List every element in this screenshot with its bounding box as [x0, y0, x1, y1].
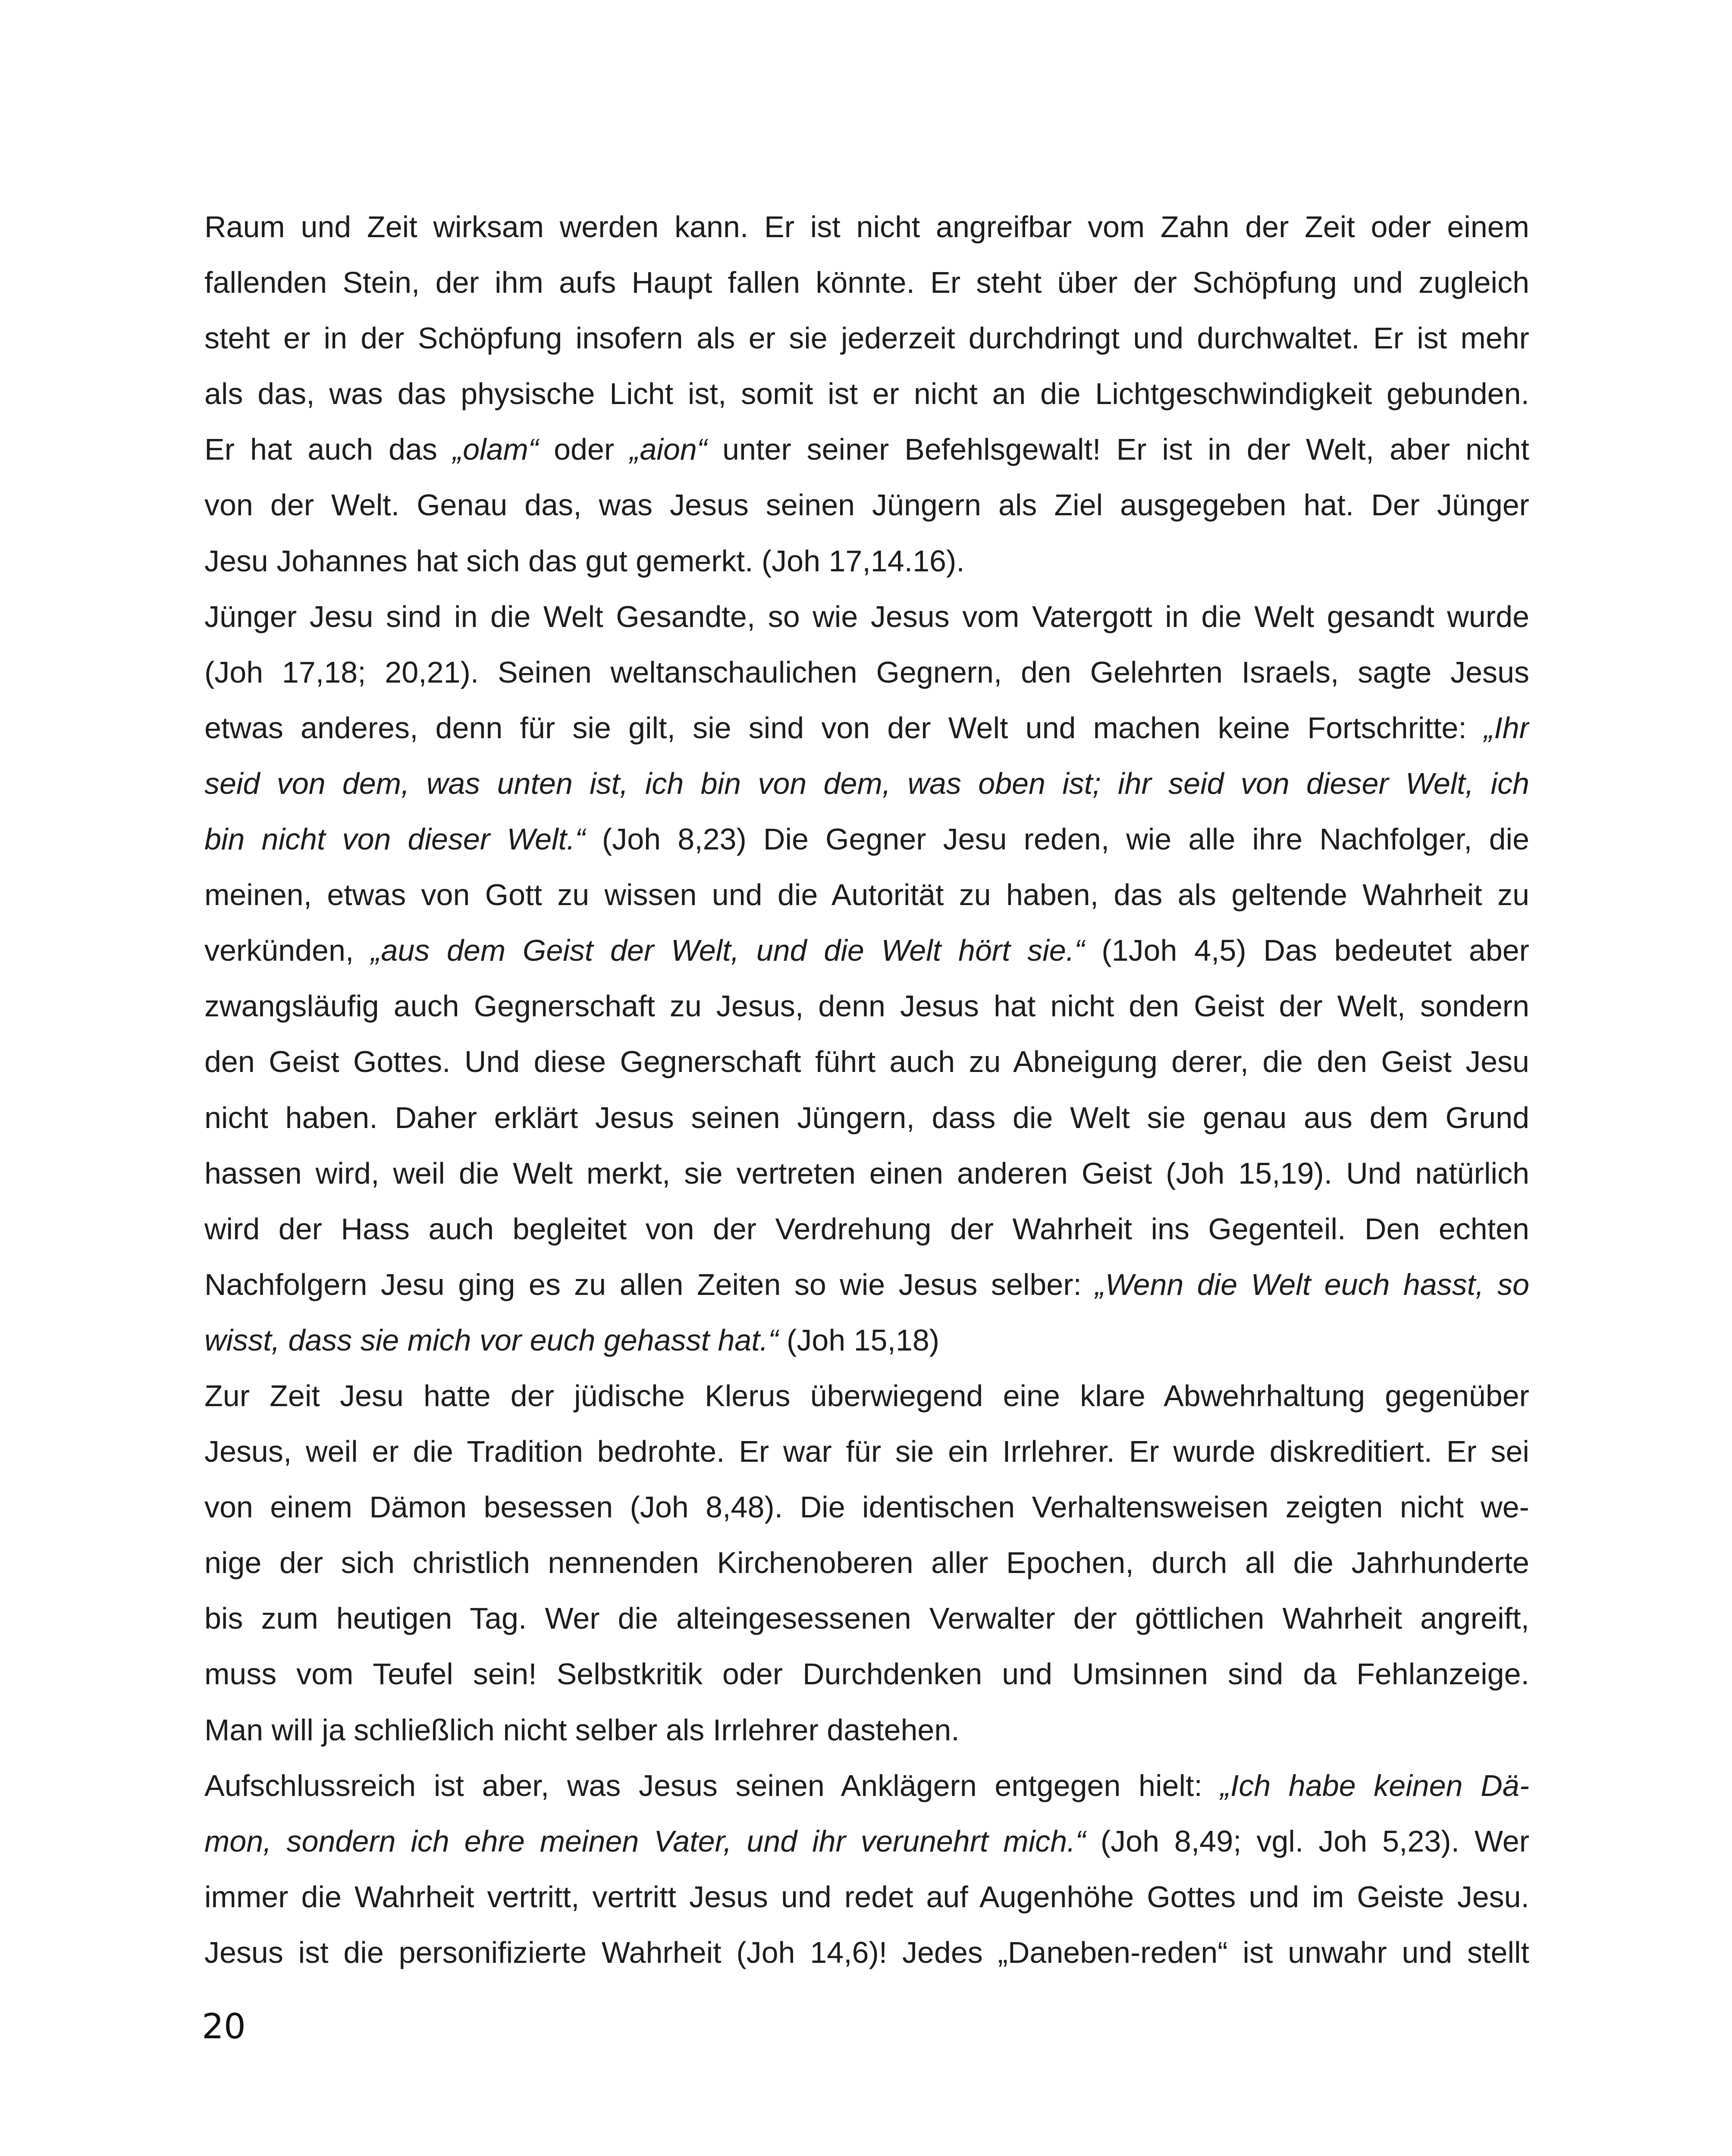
text-segment: wird der Hass auch begleitet von der Verdrehung der Wahrheit ins Gegenteil. Den echten	[204, 1212, 1529, 1246]
text-line	[204, 1535, 1529, 1591]
text-line	[204, 1869, 1529, 1925]
text-line	[204, 1368, 1529, 1424]
text-line	[204, 700, 1529, 756]
text-segment: Raum und Zeit wirksam werden kann. Er ist nicht angreifbar vom Zahn der Zeit oder einem	[204, 210, 1529, 244]
text-segment: Man will ja schließlich nicht selber als Irrlehrer dastehen.	[204, 1713, 960, 1747]
text-line	[204, 1702, 1529, 1758]
italic-quote: bin nicht von dieser Welt.“	[204, 822, 585, 856]
italic-quote: „Ich habe keinen Dä-	[1220, 1768, 1529, 1802]
text-segment: immer die Wahrheit vertritt, vertritt Jesus und redet auf Augenhöhe Gottes und im Geiste Jesu.	[204, 1880, 1529, 1914]
text-line	[204, 310, 1529, 366]
text-segment: Jesus, weil er die Tradition bedrohte. Er war für sie ein Irrlehrer. Er wurde diskreditiert. Er sei	[204, 1435, 1529, 1469]
text-segment: Jünger Jesu sind in die Welt Gesandte, so wie Jesus vom Vatergott in die Welt gesandt wurde	[204, 599, 1529, 633]
text-line	[204, 1257, 1529, 1313]
text-segment: Jesu Johannes hat sich das gut gemerkt. (Joh 17,14.16).	[204, 544, 965, 578]
text-line	[204, 1313, 1529, 1368]
text-segment: meinen, etwas von Gott zu wissen und die Autorität zu haben, das als geltende Wahrheit zu	[204, 878, 1529, 912]
text-line	[204, 812, 1529, 867]
text-segment: Zur Zeit Jesu hatte der jüdische Klerus überwiegend eine klare Abwehrhaltung gegenüber	[204, 1379, 1529, 1413]
text-line	[204, 1646, 1529, 1702]
text-line	[204, 1090, 1529, 1146]
text-line	[204, 199, 1529, 255]
text-line	[204, 1201, 1529, 1257]
italic-quote: „Wenn die Welt euch hasst, so	[1095, 1267, 1529, 1301]
italic-quote: wisst, dass sie mich vor euch gehasst hat.“	[204, 1323, 778, 1357]
text-segment: (Joh 8,23) Die Gegner Jesu reden, wie alle ihre Nachfolger, die	[585, 822, 1529, 856]
text-segment: von einem Dämon besessen (Joh 8,48). Die identischen Verhaltensweisen zeigten nicht we-	[204, 1490, 1529, 1524]
text-segment: (Joh 8,49; vgl. Joh 5,23). Wer	[1085, 1824, 1529, 1858]
text-line	[204, 867, 1529, 923]
text-segment: fallenden Stein, der ihm aufs Haupt fallen könnte. Er steht über der Schöpfung und zugleich	[204, 266, 1529, 300]
text-segment: verkünden,	[204, 934, 371, 968]
text-segment: (Joh 15,18)	[778, 1323, 940, 1357]
text-segment: oder	[538, 432, 630, 467]
text-segment: hassen wird, weil die Welt merkt, sie vertreten einen anderen Geist (Joh 15,19). Und natürlich	[204, 1156, 1529, 1190]
text-segment: (Joh 17,18; 20,21). Seinen weltanschaulichen Gegnern, den Gelehrten Israels, sagte Jesus	[204, 655, 1529, 689]
text-line	[204, 255, 1529, 310]
text-segment: etwas anderes, denn für sie gilt, sie sind von der Welt und machen keine Fortschritte:	[204, 711, 1484, 745]
text-segment: Aufschlussreich ist aber, was Jesus seinen Anklägern entgegen hielt:	[204, 1768, 1221, 1802]
text-segment: nige der sich christlich nennenden Kirchenoberen aller Epochen, durch all die Jahrhunderte	[204, 1546, 1529, 1580]
text-segment: unter seiner Befehlsgewalt! Er ist in der Welt, aber nicht	[707, 432, 1529, 467]
text-line	[204, 533, 1529, 589]
page-number: 20	[202, 2006, 246, 2046]
text-segment: Nachfolgern Jesu ging es zu allen Zeiten so wie Jesus selber:	[204, 1267, 1095, 1301]
italic-quote: „olam“	[452, 432, 539, 467]
italic-quote: „aus dem Geist der Welt, und die Welt hört sie.“	[371, 934, 1085, 968]
text-line	[204, 1925, 1529, 1981]
text-segment: zwangsläufig auch Gegnerschaft zu Jesus, denn Jesus hat nicht den Geist der Welt, sondern	[204, 989, 1529, 1023]
text-line	[204, 1146, 1529, 1201]
text-line	[204, 1591, 1529, 1646]
text-line	[204, 645, 1529, 700]
italic-quote: seid von dem, was unten ist, ich bin von dem, was oben ist; ihr seid von dieser Welt, ich	[204, 766, 1529, 800]
body-text	[204, 199, 1529, 1981]
text-segment: den Geist Gottes. Und diese Gegnerschaft führt auch zu Abneigung derer, die den Geist Jesu	[204, 1045, 1529, 1079]
text-line	[204, 756, 1529, 812]
italic-quote: „Ihr	[1484, 711, 1529, 745]
italic-quote: „aion“	[630, 432, 707, 467]
text-line	[204, 923, 1529, 978]
text-segment: Er hat auch das	[204, 432, 453, 467]
text-line	[204, 366, 1529, 422]
text-line	[204, 1758, 1529, 1814]
text-line	[204, 477, 1529, 533]
text-line	[204, 978, 1529, 1034]
text-segment: steht er in der Schöpfung insofern als er sie jederzeit durchdringt und durchwaltet. Er ist mehr	[204, 321, 1529, 355]
text-line	[204, 1424, 1529, 1479]
text-segment: von der Welt. Genau das, was Jesus seinen Jüngern als Ziel ausgegeben hat. Der Jünger	[204, 488, 1529, 522]
text-line	[204, 1034, 1529, 1090]
italic-quote: mon, sondern ich ehre meinen Vater, und ihr verunehrt mich.“	[204, 1824, 1086, 1858]
text-segment: bis zum heutigen Tag. Wer die alteingesessenen Verwalter der göttlichen Wahrheit angreift,	[204, 1601, 1529, 1636]
text-line	[204, 1479, 1529, 1535]
text-line	[204, 589, 1529, 645]
text-segment: Jesus ist die personifizierte Wahrheit (Joh 14,6)! Jedes „Daneben-reden“ ist unwahr und stellt	[204, 1935, 1529, 1969]
text-segment: (1Joh 4,5) Das bedeutet aber	[1084, 934, 1529, 968]
text-line	[204, 422, 1529, 477]
text-segment: muss vom Teufel sein! Selbstkritik oder Durchdenken und Umsinnen sind da Fehlanzeige.	[204, 1657, 1529, 1691]
text-segment: als das, was das physische Licht ist, somit ist er nicht an die Lichtgeschwindigkeit gebunden.	[204, 377, 1529, 411]
text-line	[204, 1814, 1529, 1869]
text-segment: nicht haben. Daher erklärt Jesus seinen Jüngern, dass die Welt sie genau aus dem Grund	[204, 1100, 1529, 1134]
